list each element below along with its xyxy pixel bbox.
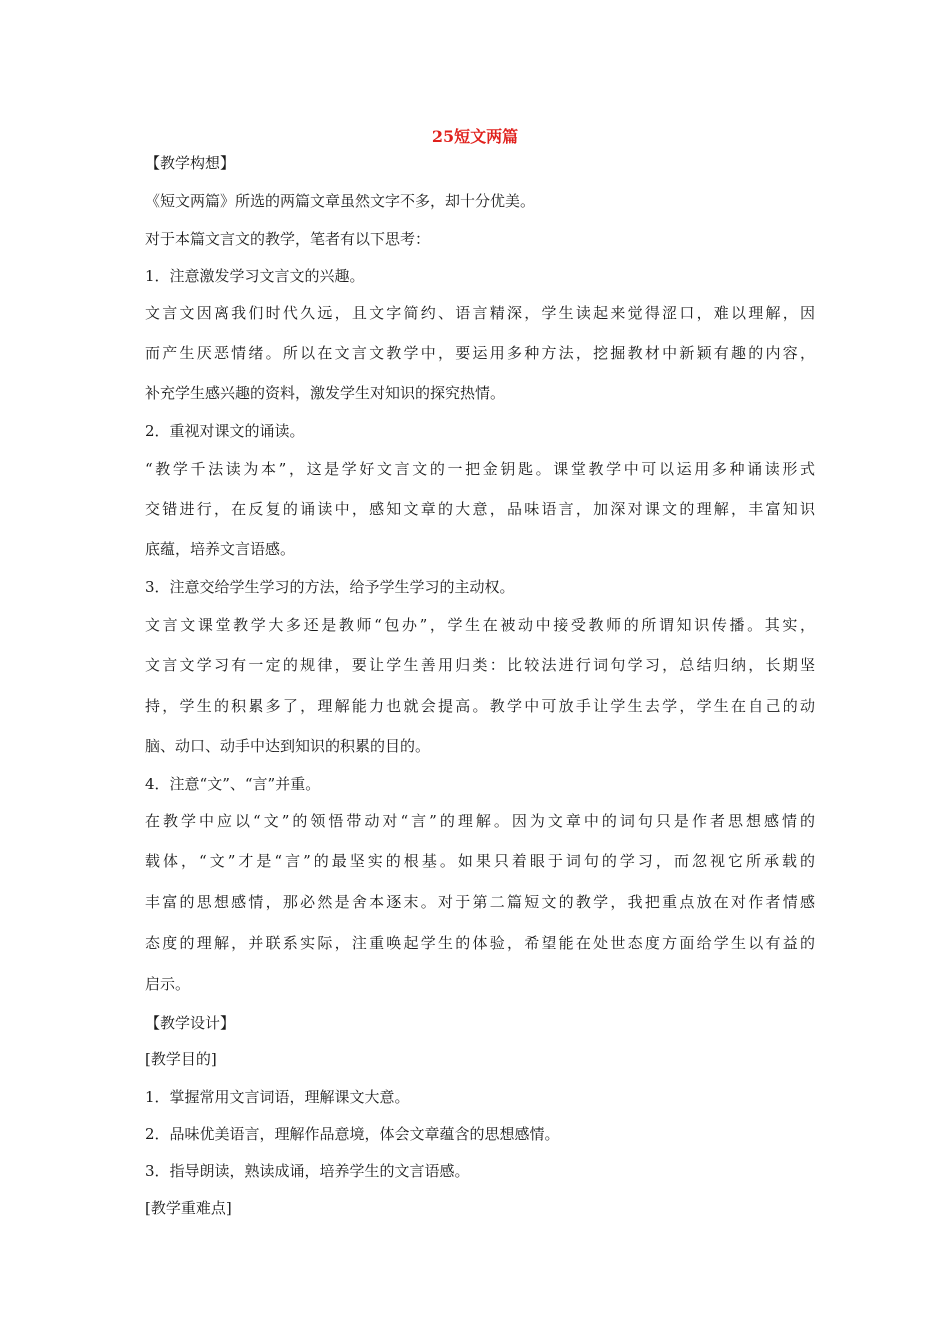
list-item: 2．品味优美语言，理解作品意境，体会文章蕴含的思想感情。 [145,1125,560,1143]
paragraph-line: 载体，“文”才是“言”的最坚实的根基。如果只着眼于词句的学习，而忽视它所承载的 [145,852,815,870]
paragraph-line: 交错进行，在反复的诵读中，感知文章的大意，品味语言，加深对课文的理解，丰富知识 [145,500,815,518]
document-title: 25短文两篇 [431,127,519,146]
section-heading-concept: 【教学构想】 [145,154,236,172]
list-item-heading: 2．重视对课文的诵读。 [145,422,305,440]
paragraph-line: 丰富的思想感情，那必然是舍本逐末。对于第二篇短文的教学，我把重点放在对作者情感 [145,893,815,911]
paragraph-line: 持，学生的积累多了，理解能力也就会提高。教学中可放手让学生去学，学生在自己的动 [145,697,815,715]
list-item: 3．指导朗读，熟读成诵，培养学生的文言语感。 [145,1162,470,1180]
subsection-heading-objectives: [教学目的] [145,1050,217,1068]
paragraph-line: 文言文学习有一定的规律，要让学生善用归类：比较法进行词句学习，总结归纳，长期坚 [145,656,815,674]
list-item: 1．掌握常用文言词语，理解课文大意。 [145,1088,410,1106]
paragraph-line: 文言文因离我们时代久远，且文字简约、语言精深，学生读起来觉得涩口，难以理解，因 [145,304,815,322]
paragraph-line: 文言文课堂教学大多还是教师“包办”，学生在被动中接受教师的所谓知识传播。其实， [145,616,815,634]
list-item-heading: 1．注意激发学习文言文的兴趣。 [145,267,365,285]
paragraph-line: 脑、动口、动手中达到知识的积累的目的。 [145,737,431,755]
subsection-heading-key-points: [教学重难点] [145,1199,232,1217]
paragraph-line: 启示。 [145,975,191,993]
paragraph-line: 在教学中应以“文”的领悟带动对“言”的理解。因为文章中的词句只是作者思想感情的 [145,812,815,830]
list-item-heading: 3．注意交给学生学习的方法，给予学生学习的主动权。 [145,578,515,596]
section-heading-design: 【教学设计】 [145,1014,236,1032]
paragraph-line: 底蕴，培养文言语感。 [145,540,296,558]
paragraph-line: 对于本篇文言文的教学，笔者有以下思考： [145,230,431,248]
paragraph-line: 《短文两篇》所选的两篇文章虽然文字不多，却十分优美。 [145,192,536,210]
paragraph-line: 补充学生感兴趣的资料，激发学生对知识的探究热情。 [145,384,506,402]
list-item-heading: 4．注意“文”、“言”并重。 [145,775,321,793]
paragraph-line: “教学千法读为本”，这是学好文言文的一把金钥匙。课堂教学中可以运用多种诵读形式 [145,460,815,478]
paragraph-line: 而产生厌恶情绪。所以在文言文教学中，要运用多种方法，挖掘教材中新颖有趣的内容， [145,344,815,362]
paragraph-line: 态度的理解，并联系实际，注重唤起学生的体验，希望能在处世态度方面给学生以有益的 [145,934,815,952]
